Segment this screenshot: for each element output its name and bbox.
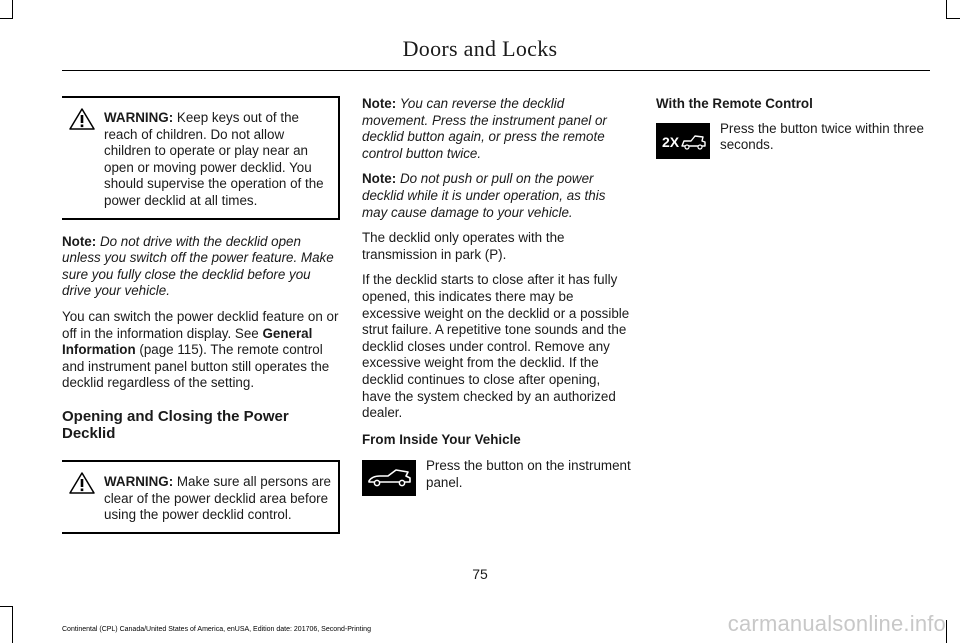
warning-text: Keep keys out of the reach of children. Do not allow children to operate or play near an open or moving power decklid. You should supervise the operation of the power decklid at all times. (104, 110, 324, 208)
page-number: 75 (472, 566, 488, 582)
note-text: Do not push or pull on the power decklid while it is under operation, as this may cause damage to your vehicle. (362, 171, 606, 220)
note-label: Note: (362, 171, 397, 187)
warning-box (62, 460, 340, 534)
instruction-row (362, 460, 632, 496)
note-text: Do not drive with the decklid open unless you switch off the power feature. Make sure you fully close the decklid before you drive your vehicle. (62, 233, 334, 299)
crop-mark (0, 606, 13, 607)
crop-mark (946, 18, 960, 19)
section-heading: Opening and Closing the Power Decklid (62, 407, 289, 442)
warning-label: WARNING: (104, 110, 174, 125)
crop-mark (946, 0, 947, 18)
middle-column (362, 96, 632, 496)
paragraph-text: If the decklid starts to close after it has fully opened, this indicates there may be excessive weight on the decklid or a possible strut failure. A repetitive tone sounds and the decklid closes under control. Remove any excessive weight from the decklid. If the decklid continues to close after opening, have the system checked by an authorized dealer. (362, 272, 630, 421)
instruction-text: Press the button on the instrument panel. (426, 458, 631, 490)
left-column (62, 96, 340, 534)
instruction-text: Press the button twice within three seconds. (720, 120, 924, 153)
right-column (656, 96, 928, 159)
remote-icon-label: 2X (662, 133, 680, 150)
remote-double-press-icon (656, 123, 710, 159)
warning-label: WARNING: (104, 473, 174, 489)
page-title: Doors and Locks (402, 36, 558, 61)
crop-mark (12, 606, 13, 643)
note-text: You can reverse the decklid movement. Press the instrument panel or decklid button again, or press the remote control button twice. (362, 96, 607, 161)
car-trunk-open-icon (366, 467, 412, 489)
crop-mark (0, 18, 13, 19)
instruction-row (656, 120, 928, 159)
warning-triangle-icon (68, 107, 96, 131)
warning-text: Make sure all persons are clear of the power decklid area before using the power decklid control. (104, 473, 331, 523)
crop-mark (946, 620, 947, 643)
header-divider (62, 70, 930, 71)
watermark: carmanualsonline.info (727, 611, 946, 636)
footer-edition-info: Continental (CPL) Canada/United States of America, enUSA, Edition date: 201706, Second-Printing (62, 626, 371, 633)
paragraph-text: The decklid only operates with the transmission in park (P). (362, 230, 565, 262)
warning-triangle-icon (68, 471, 96, 495)
note-label: Note: (362, 96, 397, 111)
remote-double-press-icon (658, 127, 708, 155)
paragraph-text: You can switch the power decklid feature on or off in the information display. See (62, 308, 339, 341)
paragraph-text: (page 115). The remote control and instrument panel button still operates the decklid regardless of the setting. (62, 342, 330, 391)
subheading: From Inside Your Vehicle (362, 431, 521, 447)
cross-reference-link[interactable]: General Information (62, 325, 313, 358)
warning-box (62, 96, 340, 220)
subheading: With the Remote Control (656, 96, 813, 111)
car-trunk-open-icon (362, 460, 416, 496)
crop-mark (12, 0, 13, 18)
note-label: Note: (62, 233, 97, 249)
